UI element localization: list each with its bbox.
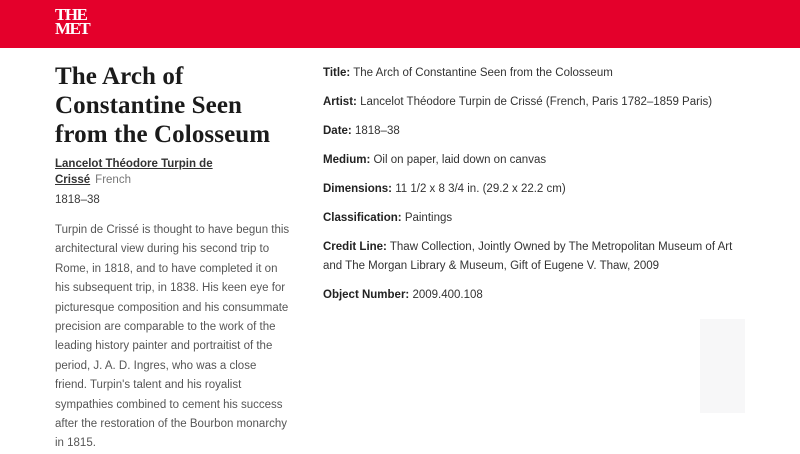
detail-value: Paintings bbox=[404, 212, 453, 224]
detail-row-artist bbox=[323, 93, 751, 112]
met-logo-line2: MET bbox=[55, 19, 90, 38]
top-nav-bar bbox=[0, 0, 800, 48]
artwork-summary-column bbox=[55, 62, 291, 450]
detail-row-title bbox=[323, 64, 751, 83]
detail-row-credit-line bbox=[323, 238, 751, 276]
detail-row-dimensions bbox=[323, 180, 751, 199]
detail-label: Artist: bbox=[323, 96, 357, 108]
artist-nationality: French bbox=[95, 174, 131, 186]
met-logo[interactable] bbox=[55, 5, 90, 38]
detail-row-object-number bbox=[323, 286, 751, 305]
artwork-title bbox=[55, 62, 291, 149]
artwork-title-line1: The Arch of bbox=[55, 63, 184, 90]
detail-value: Oil on paper, laid down on canvas bbox=[373, 154, 547, 166]
detail-value: The Arch of Constantine Seen from the Colosseum bbox=[353, 67, 613, 79]
detail-label: Object Number: bbox=[323, 289, 410, 301]
detail-row-date bbox=[323, 122, 751, 141]
artwork-page-content bbox=[0, 48, 800, 450]
artist-link[interactable]: Lancelot Théodore Turpin de Crissé bbox=[55, 158, 213, 186]
detail-row-classification bbox=[323, 209, 751, 228]
detail-value: Thaw Collection, Jointly Owned by The Metropolitan Museum of Art and The Morgan Library & Museum, Gift of Eugene V. Thaw, 2009 bbox=[323, 241, 733, 272]
artist-line bbox=[55, 156, 291, 188]
artwork-date: 1818–38 bbox=[55, 194, 100, 206]
detail-value: 1818–38 bbox=[354, 125, 400, 137]
met-logo-line1: THE bbox=[55, 5, 87, 24]
artwork-title-line2: Constantine Seen bbox=[55, 92, 243, 119]
artwork-title-line3: from the Colosseum bbox=[55, 121, 271, 148]
detail-label: Medium: bbox=[323, 154, 371, 166]
detail-row-medium bbox=[323, 151, 751, 170]
detail-label: Date: bbox=[323, 125, 352, 137]
partial-content-block bbox=[700, 319, 745, 413]
detail-label: Dimensions: bbox=[323, 183, 393, 195]
detail-label: Credit Line: bbox=[323, 241, 387, 253]
artwork-description: Turpin de Crissé is thought to have begun this architectural view during his second trip to Rome, in 1818, and to have completed it on his subsequent trip, in 1838. His keen eye for picturesque composition and his consummate precision are comparable to the work of the leading history painter and portraitist of the period, J. A. D. Ingres, who was a close friend. Turpin's talent and his royalist sympathies combined to cement his success after the restoration of the Bourbon monarchy in 1815. bbox=[55, 224, 290, 450]
detail-label: Classification: bbox=[323, 212, 402, 224]
artwork-details-column bbox=[323, 62, 751, 418]
detail-value: 11 1/2 x 8 3/4 in. (29.2 x 22.2 cm) bbox=[395, 183, 566, 195]
detail-value: Lancelot Théodore Turpin de Crissé (French, Paris 1782–1859 Paris) bbox=[360, 96, 713, 108]
detail-label: Title: bbox=[323, 67, 351, 79]
detail-value: 2009.400.108 bbox=[412, 289, 483, 301]
